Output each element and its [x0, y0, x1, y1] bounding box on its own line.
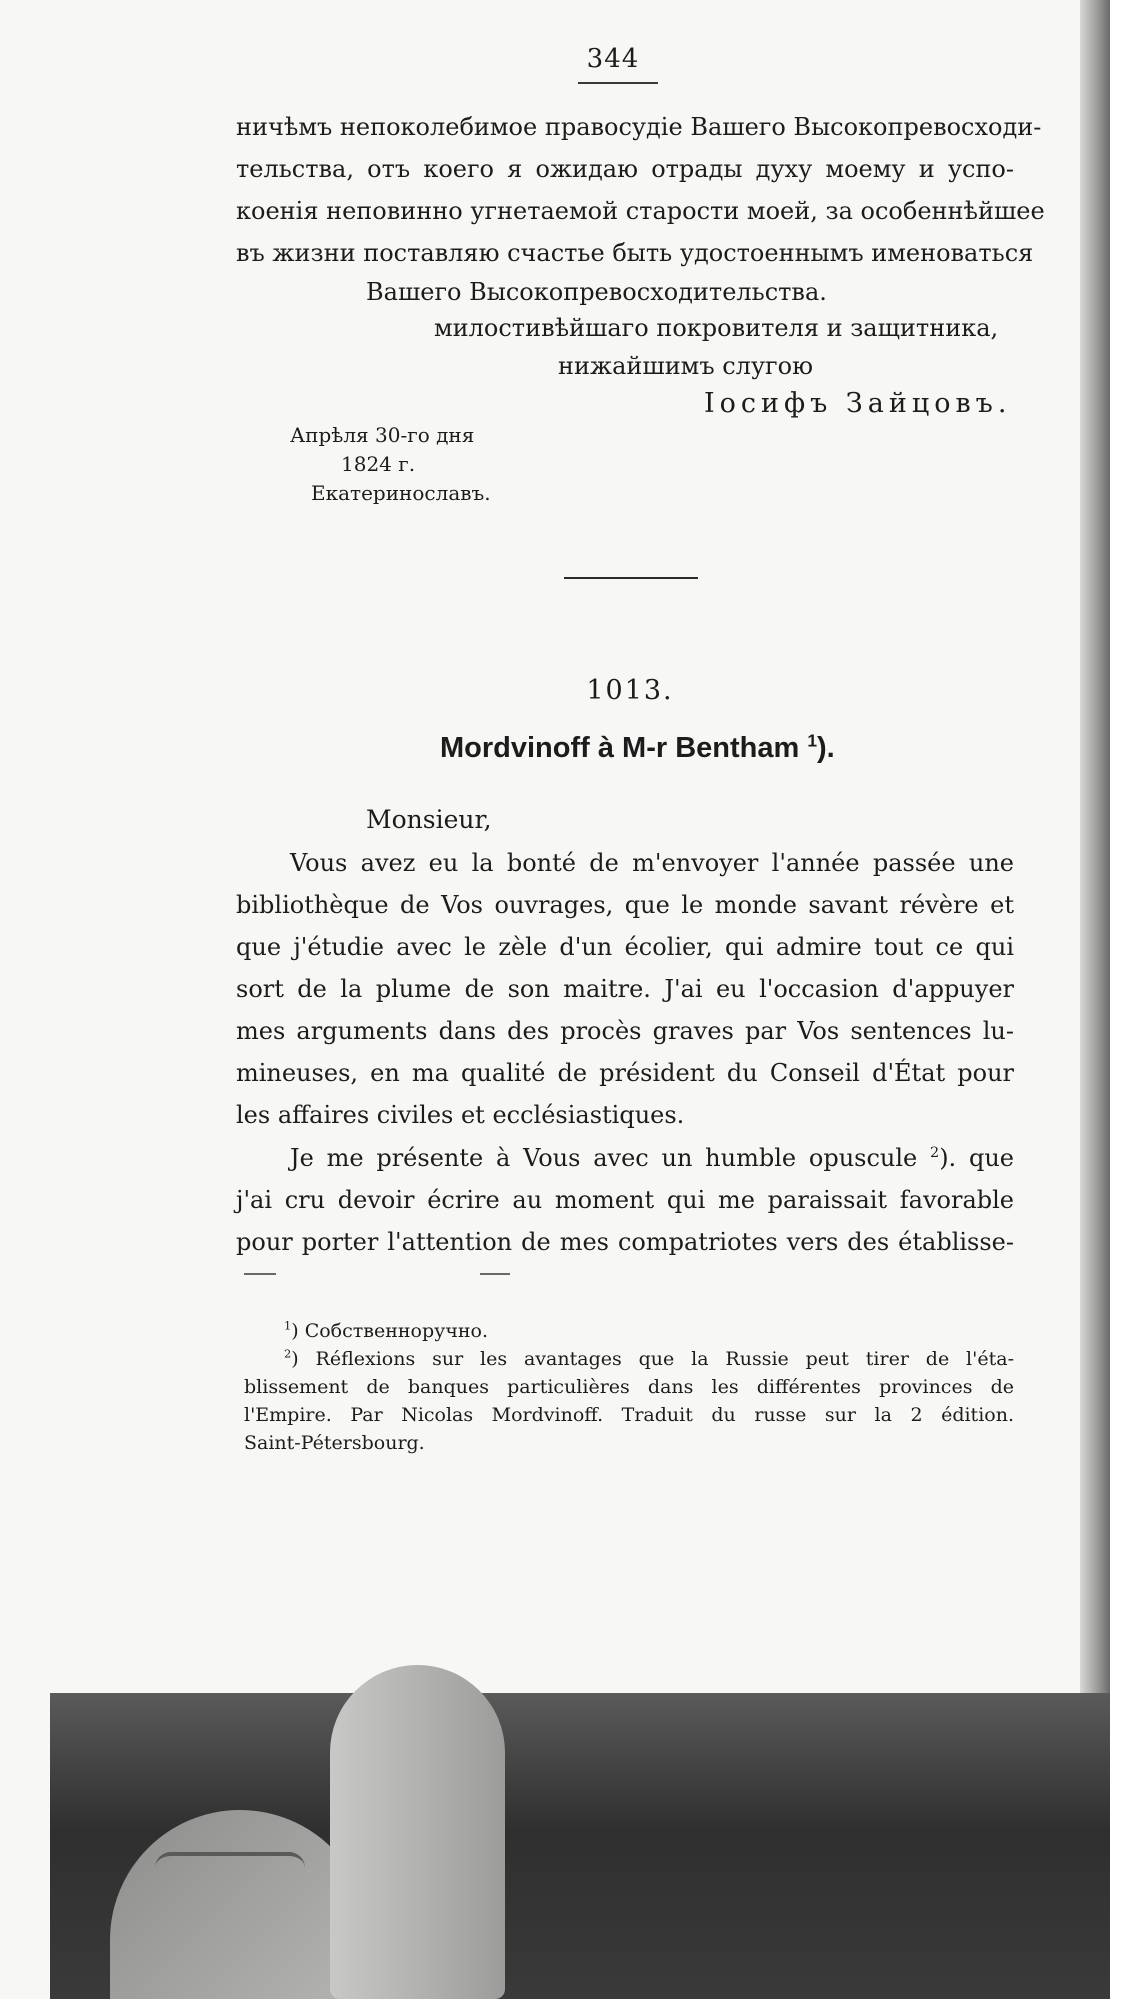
fr-text-line: bibliothèque de Vos ouvrages, que le monde savant révère et: [236, 891, 1014, 919]
ru-text-line: коенія неповинно угнетаемой старости моей, за особеннѣйшее: [236, 197, 1045, 225]
salutation: Monsieur,: [366, 805, 492, 834]
thumb: [330, 1665, 505, 1999]
dateline-place: Екатеринославъ.: [311, 481, 491, 505]
signature: Іосифъ Зайцовъ.: [704, 388, 1012, 419]
fr-text-segment: Je me présente à Vous avec un humble opuscule: [290, 1144, 918, 1172]
footnote-rule: [480, 1273, 510, 1275]
fr-text-line: mineuses, en ma qualité de président du Conseil d'État pour: [236, 1059, 1014, 1087]
fr-text-line: sort de la plume de son maitre. J'ai eu l'occasion d'appuyer: [236, 975, 1014, 1003]
footnote-text: ) Собственноручно.: [291, 1320, 489, 1342]
fr-text-line: que j'étudie avec le zèle d'un écolier, qui admire tout ce qui: [236, 933, 1014, 961]
footnote-ref: 2: [930, 1145, 940, 1161]
fr-text-segment: ). que: [939, 1144, 1014, 1172]
closing-line: милостивѣйшаго покровителя и защитника,: [434, 314, 999, 342]
letter-heading: Mordvinoff à M-r Bentham $^1$).: [440, 730, 835, 764]
fr-text-line: j'ai cru devoir écrire au moment qui me paraissait favorable: [236, 1186, 1014, 1214]
footnote-2-line: [244, 1345, 1014, 1373]
footnote-2-line: l'Empire. Par Nicolas Mordvinoff. Traduit du russe sur la 2 édition.: [244, 1404, 1014, 1426]
fr-text-line: Vous avez eu la bonté de m'envoyer l'année passée une: [290, 849, 1014, 877]
footnote-1: [244, 1317, 1014, 1345]
fr-text-line: les affaires civiles et ecclésiastiques.: [236, 1101, 685, 1129]
dateline-date: Апрѣля 30-го дня: [290, 423, 475, 447]
document-number: 1013.: [586, 675, 674, 706]
ru-text-line: тельства, отъ коего я ожидаю отрады духу моему и успо-: [236, 155, 1014, 183]
page-number-rule: [578, 82, 658, 84]
footnote-mark: 2: [284, 1346, 292, 1361]
closing-line: Вашего Высокопревосходительства.: [366, 278, 827, 306]
page-number: 344: [586, 44, 640, 74]
section-separator: [564, 577, 698, 579]
ru-text-line: въ жизни поставляю счастье быть удостоеннымъ именоваться: [236, 239, 1034, 267]
heading-text: Mordvinoff à M-r Bentham: [440, 732, 800, 764]
closing-line: нижайшимъ слугою: [558, 352, 813, 380]
footnote-2-line: Saint-Pétersbourg.: [244, 1432, 425, 1454]
heading-footnote-ref: 1: [807, 730, 818, 751]
scan-margin: [1110, 0, 1140, 1999]
footnote-2-line: blissement de banques particulières dans les différentes provinces de: [244, 1376, 1014, 1398]
fr-text-line: [236, 1138, 1014, 1178]
fr-text-line: mes arguments dans des procès graves par Vos sentences lu-: [236, 1017, 1014, 1045]
footnote-mark: 1: [284, 1318, 292, 1333]
dateline-year: 1824 г.: [341, 452, 416, 476]
ru-text-line: ничѣмъ непоколебимое правосудіе Вашего Высокопревосходи-: [236, 113, 1042, 141]
fr-text-line: pour porter l'attention de mes compatriotes vers des établisse-: [236, 1228, 1014, 1256]
footnote-text: ) Réflexions sur les avantages que la Russie peut tirer de l'éta-: [291, 1348, 1014, 1370]
footnote-rule: [244, 1273, 276, 1275]
finger-knuckle-line: [155, 1852, 305, 1868]
